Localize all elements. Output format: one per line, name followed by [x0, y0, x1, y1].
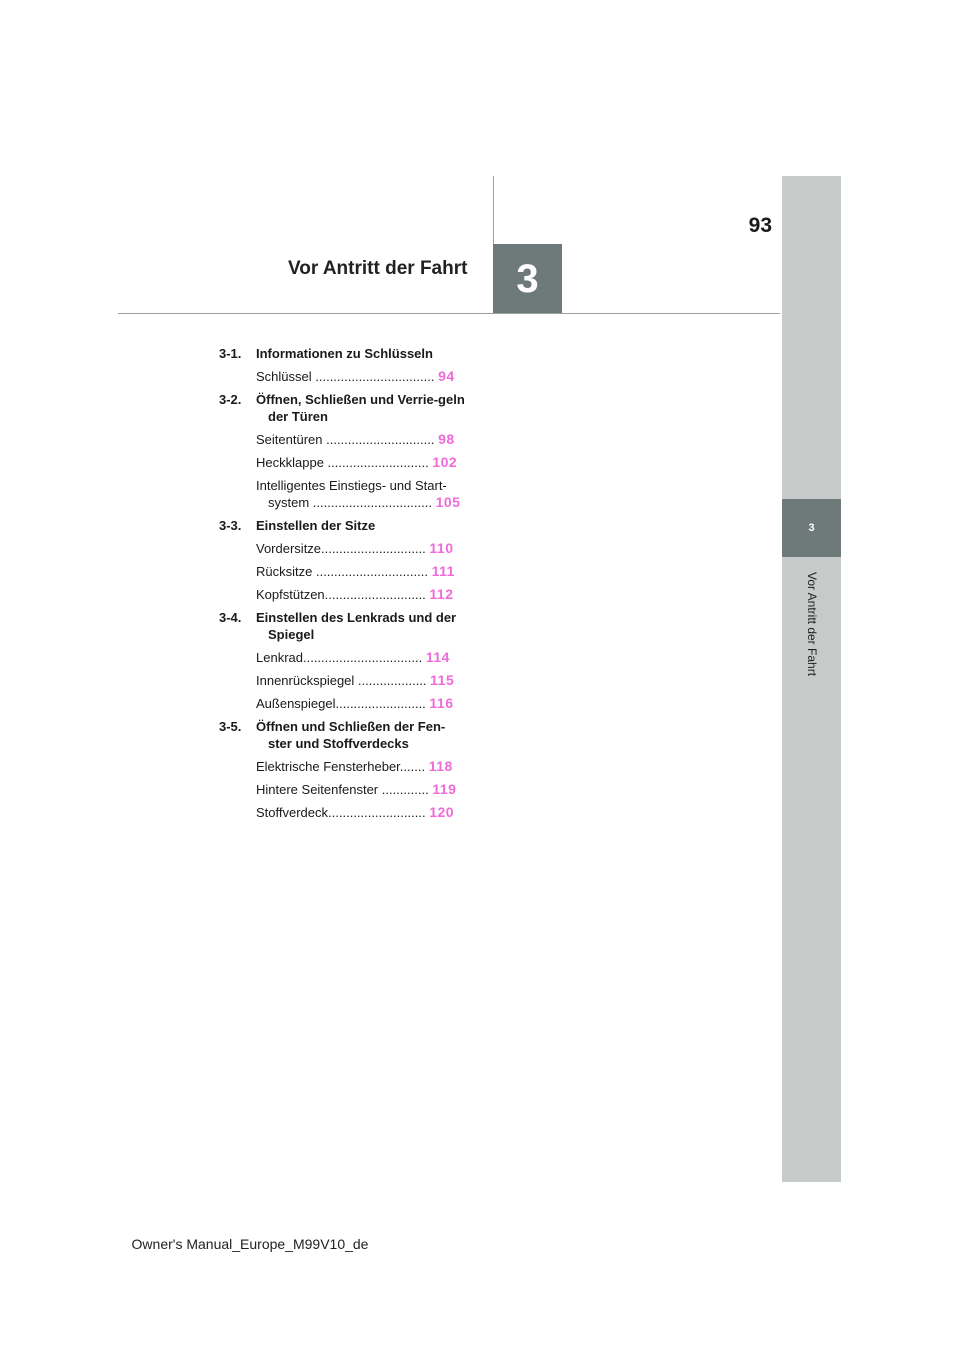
toc-page-link[interactable]: 105 — [435, 494, 461, 510]
toc-entry[interactable] — [256, 540, 467, 557]
toc-section — [219, 718, 467, 752]
toc-leader-dots: .............................. — [322, 432, 435, 447]
toc-section — [219, 517, 467, 534]
toc-section-number: 3-3. — [219, 518, 242, 533]
chapter-number-box: 3 — [493, 244, 562, 314]
toc-leader-dots: ................................. — [302, 650, 423, 665]
toc-entry[interactable] — [256, 477, 467, 511]
toc-leader-dots: ................... — [354, 673, 427, 688]
toc-entry[interactable] — [256, 758, 467, 775]
toc-section-number: 3-5. — [219, 719, 242, 734]
toc-leader-dots: ......................... — [335, 696, 426, 711]
toc-entry-label: Elektrische Fensterheber — [256, 759, 400, 774]
page-number: 93 — [748, 214, 772, 237]
toc-page-link[interactable]: 98 — [438, 431, 455, 447]
toc-section-title: Informationen zu Schlüsseln — [256, 346, 433, 361]
toc-section-number: 3-4. — [219, 610, 242, 625]
toc-section-title: Öffnen, Schließen und Verrie-geln der Türen — [256, 392, 465, 424]
header-divider-vertical — [493, 176, 494, 244]
toc-entry-label: Lenkrad — [256, 650, 303, 665]
toc-entry[interactable] — [256, 804, 467, 821]
toc-leader-dots: ............................ — [324, 587, 426, 602]
toc-entry-label: Stoffverdeck — [256, 805, 329, 820]
toc-section — [219, 609, 467, 643]
toc-page-link[interactable]: 120 — [429, 804, 455, 820]
toc-leader-dots: ............................. — [321, 541, 426, 556]
toc-section-title: Einstellen des Lenkrads und der Spiegel — [256, 610, 457, 642]
toc-leader-dots: ............................ — [323, 455, 429, 470]
toc-page-link[interactable]: 94 — [438, 368, 455, 384]
toc-section-title: Öffnen und Schließen der Fen-ster und Stoffverdecks — [256, 719, 446, 751]
toc-section-number: 3-2. — [219, 392, 242, 407]
chapter-title: Vor Antritt der Fahrt — [288, 258, 468, 279]
toc-entry-label: Schlüssel — [256, 369, 312, 384]
toc-entry-label: Intelligentes Einstiegs- und Start-system — [256, 478, 447, 510]
toc-entry[interactable] — [256, 781, 467, 798]
footer-manual-id: Owner's Manual_Europe_M99V10_de — [131, 1236, 369, 1252]
toc-leader-dots: ................................. — [309, 495, 432, 510]
toc-entry-label: Hintere Seitenfenster — [256, 782, 379, 797]
toc-entry[interactable] — [256, 672, 467, 689]
toc-leader-dots: ............. — [378, 782, 429, 797]
toc-entry[interactable] — [256, 649, 467, 666]
toc-section — [219, 391, 467, 425]
side-chapter-tab[interactable]: 3 — [782, 499, 841, 557]
toc-entry-label: Außenspiegel — [256, 696, 336, 711]
toc-section-title: Einstellen der Sitze — [256, 518, 376, 533]
toc-page-link[interactable]: 102 — [432, 454, 458, 470]
toc-page-link[interactable]: 110 — [429, 540, 454, 556]
toc-leader-dots: ........................... — [328, 805, 426, 820]
toc-page-link[interactable]: 111 — [431, 563, 455, 579]
toc-entry-label: Seitentüren — [256, 432, 323, 447]
side-chapter-title: Vor Antritt der Fahrt — [805, 571, 819, 677]
side-index-strip — [782, 176, 841, 1182]
toc-entry-label: Vordersitze — [256, 541, 322, 556]
toc-entry[interactable] — [256, 695, 467, 712]
toc-entry-label: Rücksitze — [256, 564, 313, 579]
toc-entry-label: Innenrückspiegel — [256, 673, 355, 688]
header-rule — [118, 313, 780, 314]
toc-page-link[interactable]: 115 — [430, 672, 455, 688]
toc-entry[interactable] — [256, 368, 467, 385]
toc-entry-label: Heckklappe — [256, 455, 324, 470]
toc-leader-dots: ................................. — [311, 369, 435, 384]
toc-section — [219, 345, 467, 362]
toc-leader-dots: ....... — [399, 759, 426, 774]
table-of-contents — [219, 345, 467, 827]
toc-entry[interactable] — [256, 431, 467, 448]
toc-page-link[interactable]: 112 — [429, 586, 454, 602]
toc-page-link[interactable]: 119 — [432, 781, 457, 797]
toc-entry[interactable] — [256, 454, 467, 471]
toc-page-link[interactable]: 118 — [428, 758, 453, 774]
toc-entry[interactable] — [256, 563, 467, 580]
toc-page-link[interactable]: 114 — [425, 649, 450, 665]
toc-leader-dots: ............................... — [312, 564, 428, 579]
toc-entry-label: Kopfstützen — [256, 587, 325, 602]
toc-entry[interactable] — [256, 586, 467, 603]
toc-page-link[interactable]: 116 — [429, 695, 454, 711]
toc-section-number: 3-1. — [219, 346, 242, 361]
